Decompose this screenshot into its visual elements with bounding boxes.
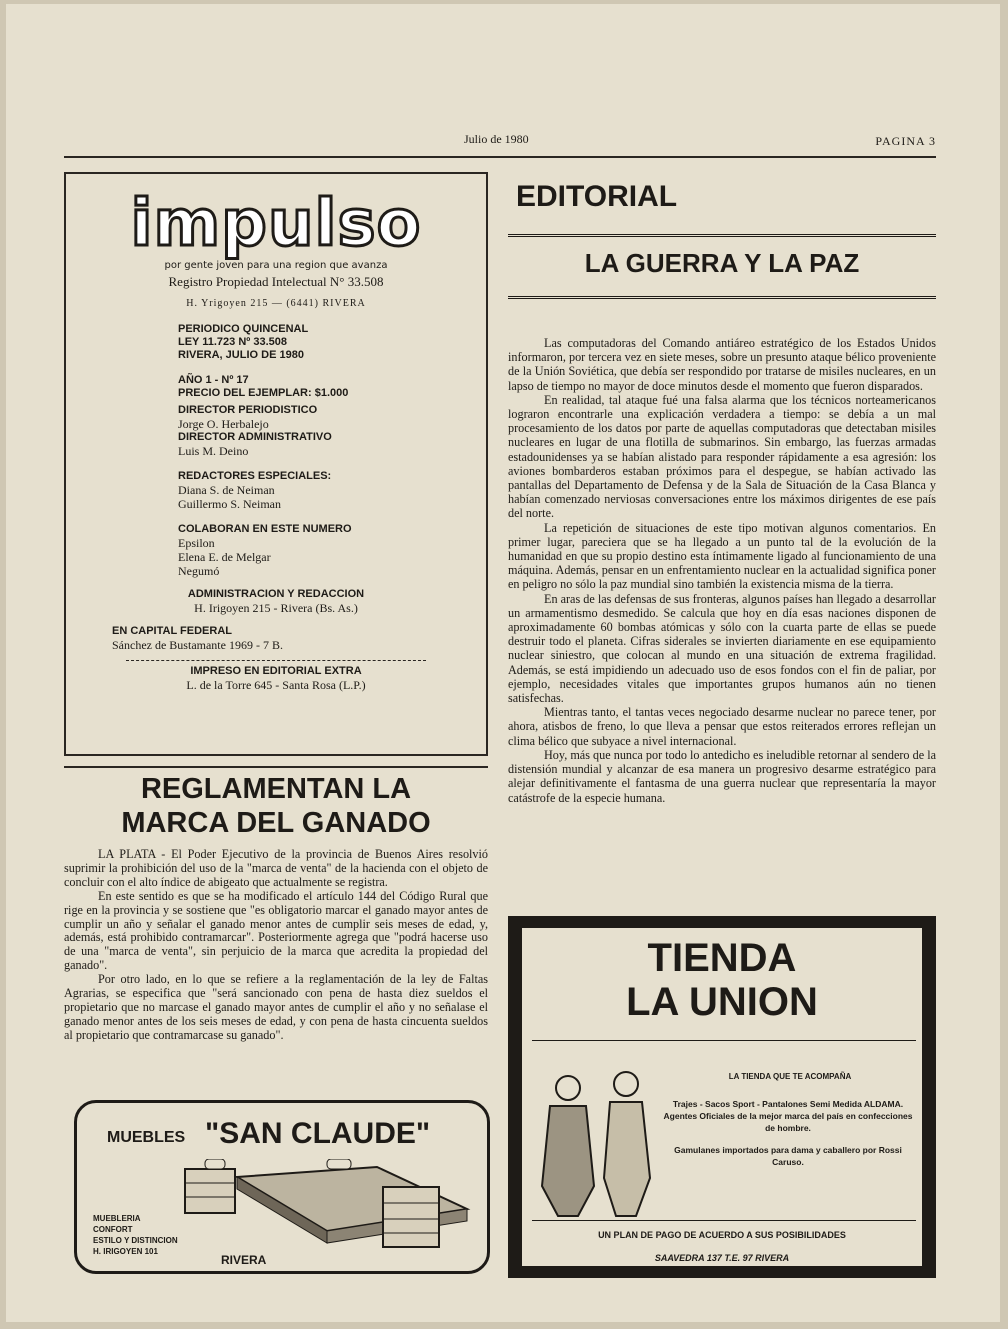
impreso-address: L. de la Torre 645 - Santa Rosa (L.P.) [186, 678, 366, 692]
dir-admin-name: Luis M. Deino [178, 444, 249, 458]
ad-tag-line: ESTILO Y DISTINCION [93, 1236, 178, 1245]
tienda-slogan: LA TIENDA QUE TE ACOMPAÑA [728, 1072, 852, 1081]
headline-line: REGLAMENTAN LA [140, 773, 412, 805]
info-line: PERIODICO QUINCENAL [178, 323, 309, 335]
editorial-paragraph: Hoy, más que nunca por todo lo antedicho es ineludible retornar al sendero de la distensión mundial y alcanzar de esa manera un progresivo desarme estratégico para alejar definitivamente el fantasma de una guerra nuclear que representaría la mayor catástrofe de la especie humana. [508, 747, 936, 805]
editorial-paragraph: En aras de las defensas de sus fronteras, algunos países han llegado a desarrollar un armamentismo desmedido. Se calcula que hoy en día esas naciones disponen de aproximadamente 60 bombas atómicas y sólo con la cuarta parte de ellas se puede destruir todo el planeta. Cifras siderales se invierten diariamente en ese equipamiento nuclear siniestro, que colocan al mundo en una situación de extrema fragilidad. Además, se está impidiendo un adecuado uso de esos fondos con el fin de paliar, por ejemplo, necesidades vitales que importantes grupos humanos aún no tienen satisfechas. [508, 591, 936, 706]
capital-address: Sánchez de Bustamante 1969 - 7 B. [112, 638, 283, 652]
admin-label: ADMINISTRACION Y REDACCION [187, 588, 365, 600]
editorial-body [508, 336, 936, 805]
dir-perio-label: DIRECTOR PERIODISTICO [178, 404, 318, 416]
ad-tag-line: H. IRIGOYEN 101 [93, 1247, 158, 1256]
impulso-logo: impulso [130, 187, 422, 261]
registro-line: Registro Propiedad Intelectual N° 33.508 [168, 274, 384, 289]
editorial-rule [508, 296, 936, 300]
tienda-body-text: Gamulanes importados para dama y caballero por Rossi Caruso. [674, 1145, 902, 1167]
tienda-description [662, 1098, 914, 1168]
redactor-name: Diana S. de Neiman [178, 483, 275, 497]
capital-label: EN CAPITAL FEDERAL [112, 625, 232, 637]
reglamentan-headline [64, 772, 488, 840]
admin-address: H. Irigoyen 215 - Rivera (Bs. As.) [194, 601, 358, 615]
colaborador-name: Epsilon [178, 536, 215, 550]
ad-brand-name: "SAN CLAUDE" [205, 1117, 431, 1150]
tienda-la-union-ad [508, 916, 936, 1278]
dir-perio-name: Jorge O. Herbalejo [178, 417, 269, 431]
masthead-tagline: por gente joven para una region que avanza [164, 260, 388, 271]
colaborador-name: Negumó [178, 564, 220, 578]
article-paragraph: En este sentido es que se ha modificado el artículo 144 del Código Rural que rige en la provincia y se sostiene que "es obligatorio marcar el ganado mayor antes de cumplir un año y señalar el ganado menor antes de cumplir seis meses de edad, y, además, está prohibido contramarcar". Posteriormente agrega que "podrá hacerse uso de una "marca de venta", sin perjuicio de la marca que acredita la propiedad del ganado". [64, 888, 488, 973]
tienda-payment-plan: UN PLAN DE PAGO DE ACUERDO A SUS POSIBILIDADES [598, 1230, 846, 1240]
editorial-paragraph: Mientras tanto, el tantas veces negociado desarme nuclear no parece tener, por ahora, atisbos de freno, lo que lleva a pensar que estos reiterados errores reflejan un clima bélico que subyace a nivel internacional. [508, 705, 936, 748]
dir-admin-label: DIRECTOR ADMINISTRATIVO [178, 431, 332, 443]
ad-muebles-word: MUEBLES [107, 1129, 186, 1146]
article-rule [64, 766, 488, 768]
ad-tag-line: CONFORT [93, 1225, 133, 1234]
tienda-rule [532, 1040, 916, 1041]
masthead-info [178, 323, 486, 578]
san-claude-ad [74, 1100, 490, 1274]
info-line: PRECIO DEL EJEMPLAR: $1.000 [178, 387, 349, 399]
redactor-name: Guillermo S. Neiman [178, 497, 281, 511]
ad-city: RIVERA [221, 1253, 267, 1267]
tienda-body-text: Trajes - Sacos Sport - Pantalones Semi Medida ALDAMA. Agentes Oficiales de la mejor marca del país en confecciones de hombre. [663, 1099, 913, 1133]
article-paragraph: Por otro lado, en lo que se refiere a la reglamentación de la ley de Faltas Agrarias, se especifica que "será sancionado con pena de hasta diez sueldos el propietario que no marcase el ganado mayor antes de cumplir el año y no señalase el ganado menor antes de los seis meses de edad, y con pena de hasta cincuenta sueldos al propietario que contramarcase su ganado". [64, 972, 488, 1042]
editorial-paragraph: La repetición de situaciones de este tipo motivan algunos comentarios. En primer lugar, pareciera que se ha llegado a un punto tal de la evolución de la humanidad en que su propio destino esta íntimamente ligado al funcionamiento de una máquina. Además, pensar en un enfrentamiento nuclear en la actualidad significa poner en peligro no sólo la paz mundial sino también la existencia misma de la tierra. [508, 520, 936, 592]
tienda-title [524, 936, 920, 1024]
ad-tag-line: MUEBLERIA [93, 1214, 141, 1223]
admin-block [66, 588, 486, 615]
tienda-title-line: LA UNION [626, 980, 818, 1024]
furniture-illustration-icon [177, 1159, 477, 1255]
tienda-ad-inner [522, 928, 922, 1266]
impreso-label: IMPRESO EN EDITORIAL EXTRA [190, 665, 362, 677]
info-line: RIVERA, JULIO DE 1980 [178, 349, 304, 361]
editorial-paragraph: En realidad, tal ataque fué una falsa alarma que los técnicos norteamericanos lograron encontrarle una explicación verdadera a tiempo: se debía a un mal procesamiento de los datos por parte de aquellas computadoras que detectaban misiles nucleares en lugar de una flotilla de submarinos. Sin embargo, las fuerzas armadas estadounidenses ya se habían alistado para responder rápidamente a esa agresión: los aviones bombarderos estaban próximos para el despegue, se habían activado las pantallas del Departamento de Defensa y de la Sala de Situación de la Casa Blanca y habían comenzado nerviosas conversaciones entre los máximos dirigentes de ese país del norte. [508, 392, 936, 521]
info-line: AÑO 1 - Nº 17 [178, 374, 249, 386]
page-number: PAGINA 3 [875, 134, 936, 148]
editorial-section-title: EDITORIAL [516, 180, 678, 213]
page-header [64, 128, 936, 158]
redactores-label: REDACTORES ESPECIALES: [178, 470, 332, 482]
editorial-rule [508, 234, 936, 238]
colaborador-name: Elena E. de Melgar [178, 550, 271, 564]
dashed-divider [126, 660, 426, 661]
editorial-headline: LA GUERRA Y LA PAZ [584, 248, 860, 278]
masthead-box [64, 172, 488, 756]
editorial-paragraph: Las computadoras del Comando antiáreo estratégico de los Estados Unidos informaron, por tercera vez en siete meses, sobre un presunto ataque bélico proveniente de la Unión Soviética, que debía ser respondido por tratarse de misiles nucleares, en un lapso de tiempo no mayor de doce minutos desde el momento que fueron disparados. [508, 336, 936, 393]
colaboran-label: COLABORAN EN ESTE NUMERO [178, 523, 352, 535]
impreso-block [66, 665, 486, 692]
tienda-rule [532, 1220, 916, 1221]
couple-illustration-icon [528, 1066, 660, 1226]
article-paragraph: LA PLATA - El Poder Ejecutivo de la provincia de Buenos Aires resolvió suprimir la prohibición del uso de la "marca de venta" de la hacienda con el objeto de concluir con el alto índice de abigeato que actualmente se registra. [64, 847, 488, 889]
masthead-address: H. Yrigoyen 215 — (6441) RIVERA [186, 298, 366, 309]
tienda-address: SAAVEDRA 137 T.E. 97 RIVERA [654, 1253, 790, 1263]
reglamentan-body [64, 848, 488, 1043]
capital-block [112, 625, 486, 652]
info-line: LEY 11.723 Nº 33.508 [178, 336, 288, 348]
ad-tags [93, 1213, 178, 1257]
headline-line: MARCA DEL GANADO [121, 807, 431, 839]
tienda-title-line: TIENDA [647, 936, 797, 980]
issue-date: Julio de 1980 [464, 132, 529, 146]
